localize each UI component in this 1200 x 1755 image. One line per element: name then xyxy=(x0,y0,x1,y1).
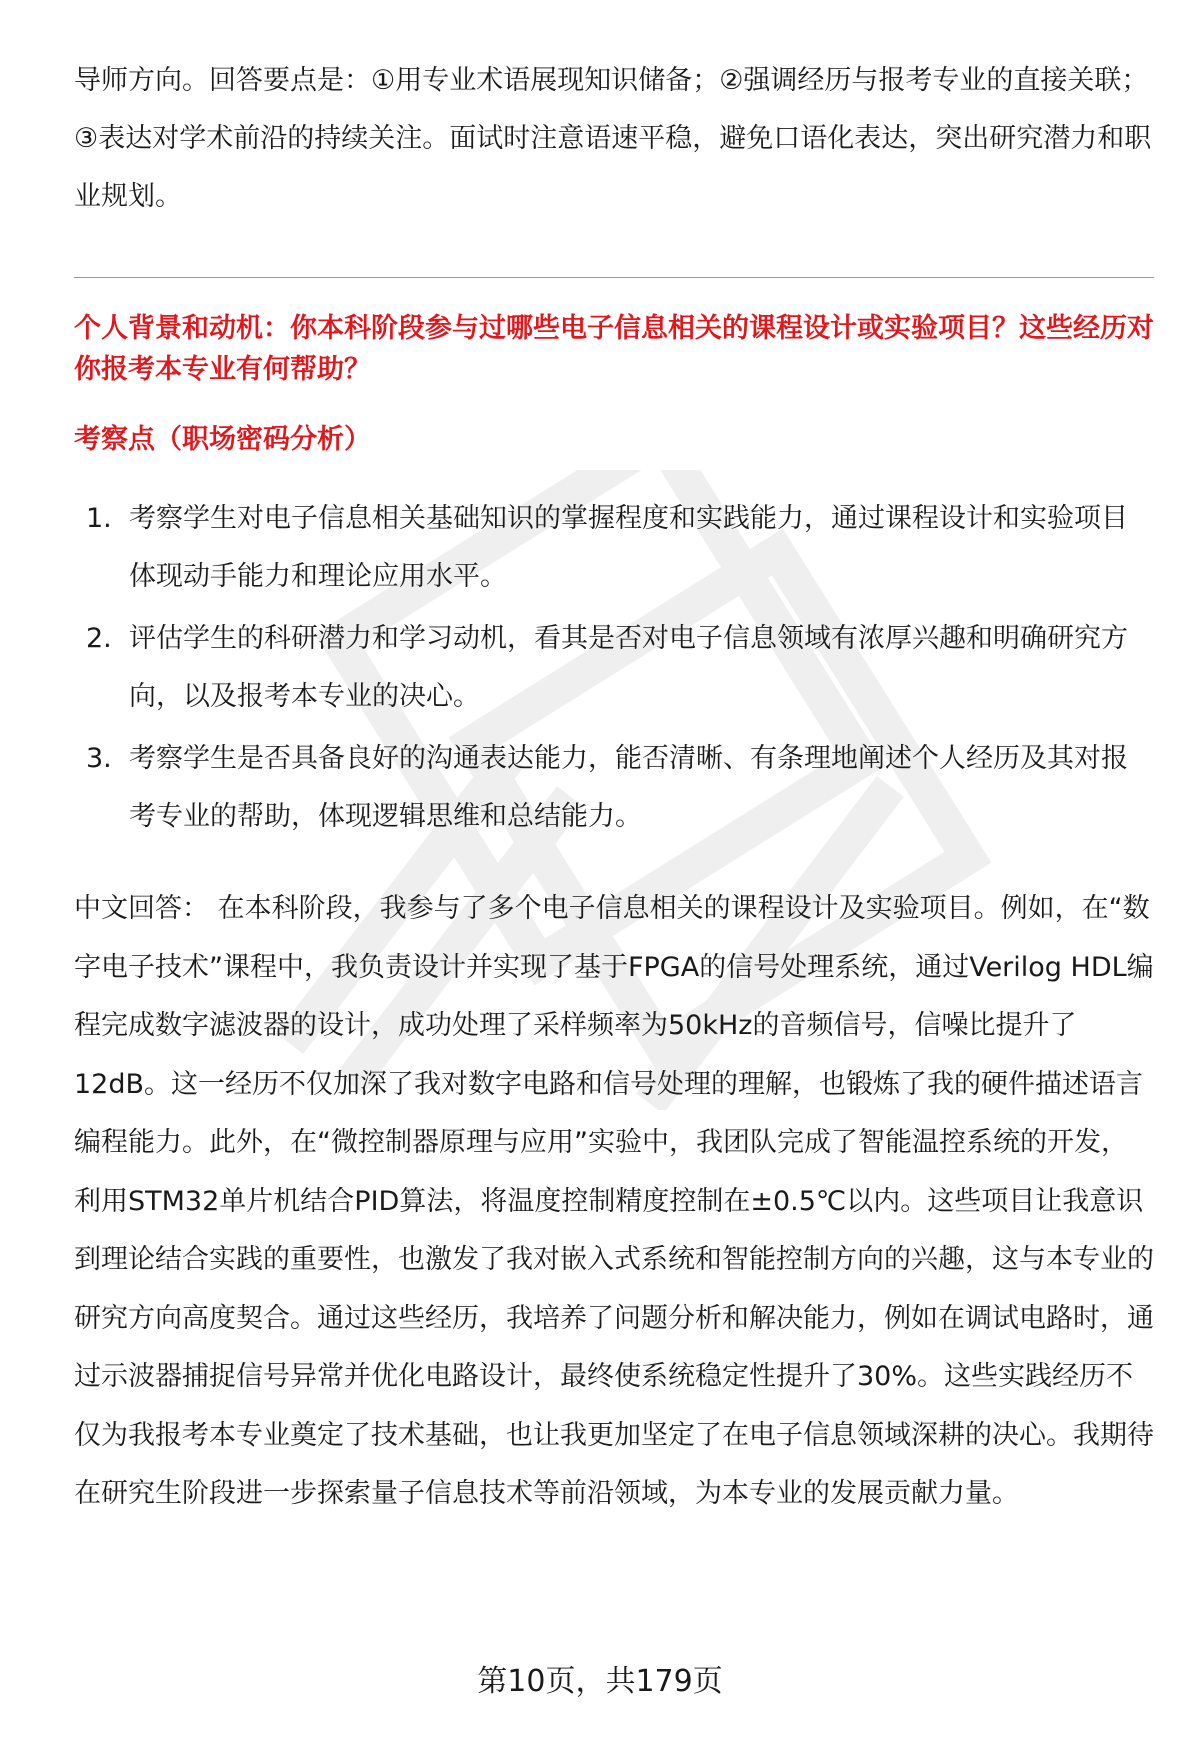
point-number: 2. xyxy=(86,623,112,654)
assessment-points-list xyxy=(74,490,1154,850)
question-heading: 个人背景和动机：你本科阶段参与过哪些电子信息相关的课程设计或实验项目？这些经历对你报考本专业有何帮助？ xyxy=(74,313,1154,385)
intro-paragraph: 导师方向。回答要点是：①用专业术语展现知识储备；②强调经历与报考专业的直接关联；③表达对学术前沿的持续关注。面试时注意语速平稳，避免口语化表达，突出研究潜力和职业规划。 xyxy=(74,65,1152,212)
assessment-point-1 xyxy=(74,490,1154,606)
point-text: 考察学生是否具备良好的沟通表达能力，能否清晰、有条理地阐述个人经历及其对报考专业的帮助，体现逻辑思维和总结能力。 xyxy=(129,743,1128,832)
answer-paragraph: 中文回答： 在本科阶段，我参与了多个电子信息相关的课程设计及实验项目。例如，在“数字电子技术”课程中，我负责设计并实现了基于FPGA的信号处理系统，通过Verilog HDL编程完成数字滤波器的设计，成功处理了采样频率为50kHz的音频信号，信噪比提升了12dB。这一经历不仅加深了我对数字电路和信号处理的理解，也锻炼了我的硬件描述语言编程能力。此外，在“微控制器原理与应用”实验中，我团队完成了智能温控系统的开发，利用STM32单片机结合PID算法，将温度控制精度控制在±0.5℃以内。这些项目让我意识到理论结合实践的重要性，也激发了我对嵌入式系统和智能控制方向的兴趣，这与本专业的研究方向高度契合。通过这些经历，我培养了问题分析和解决能力，例如在调试电路时，通过示波器捕捉信号异常并优化电路设计，最终使系统稳定性提升了30%。这些实践经历不仅为我报考本专业奠定了技术基础，也让我更加坚定了在电子信息领域深耕的决心。我期待在研究生阶段进一步探索量子信息技术等前沿领域，为本专业的发展贡献力量。 xyxy=(74,893,1154,1509)
point-text: 考察学生对电子信息相关基础知识的掌握程度和实践能力，通过课程设计和实验项目体现动手能力和理论应用水平。 xyxy=(129,503,1128,592)
page-number-footer: 第10页，共179页 xyxy=(477,1664,723,1699)
point-text: 评估学生的科研潜力和学习动机，看其是否对电子信息领域有浓厚兴趣和明确研究方向，以及报考本专业的决心。 xyxy=(129,623,1128,712)
assessment-point-3 xyxy=(74,730,1154,846)
point-number: 1. xyxy=(86,503,112,534)
point-number: 3. xyxy=(86,743,112,774)
assessment-point-2 xyxy=(74,610,1154,726)
section-divider xyxy=(74,277,1154,278)
assessment-heading: 考察点（职场密码分析） xyxy=(74,424,371,455)
